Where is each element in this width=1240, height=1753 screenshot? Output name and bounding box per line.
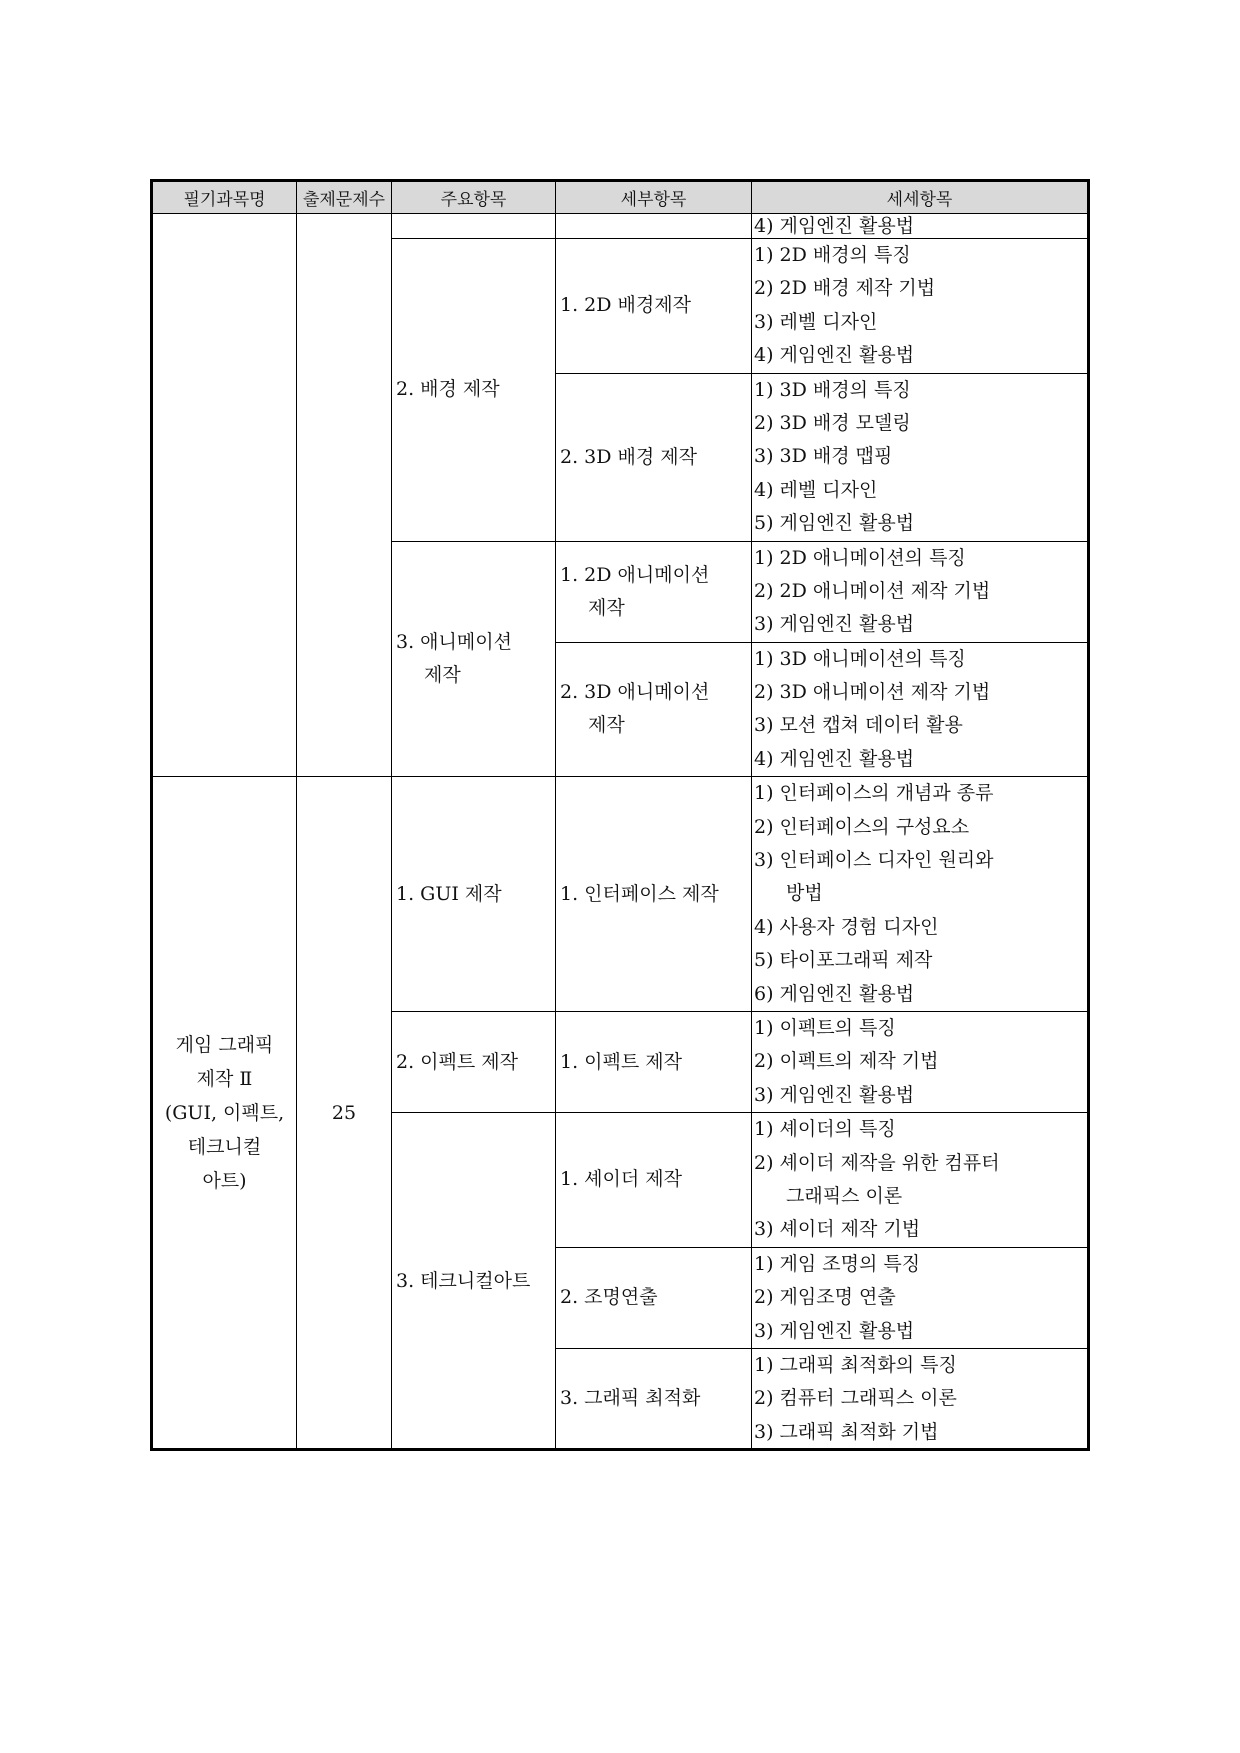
exam-subject-table [150, 179, 1090, 1451]
detail-line: 4) 사용자 경험 디자인 [754, 915, 939, 938]
detail-line: 3) 모션 캡쳐 데이터 활용 [754, 714, 963, 737]
subject-line: 아트) [202, 1169, 247, 1192]
detail-line: 5) 게임엔진 활용법 [754, 512, 915, 535]
detail-line: 4) 레벨 디자인 [754, 478, 878, 501]
table-row [152, 777, 1089, 1012]
detail-cell [752, 541, 1089, 642]
main-item-cell [392, 541, 556, 777]
sub-item-label: 1. 2D 배경제작 [560, 294, 691, 317]
header-question-count: 출제문제수 [297, 181, 392, 214]
detail-line: 2) 3D 배경 모델링 [754, 411, 911, 434]
subject-line: 테크니컬 [187, 1135, 262, 1158]
detail-line: 2) 3D 애니메이션 제작 기법 [754, 681, 991, 704]
subject-line: 게임 그래픽 [175, 1033, 274, 1056]
detail-line: 1) 인터페이스의 개념과 종류 [754, 782, 994, 805]
detail-line: 2) 게임조명 연출 [754, 1286, 896, 1309]
subject-line: 제작 Ⅱ [196, 1067, 253, 1090]
detail-line: 3) 게임엔진 활용법 [754, 613, 915, 636]
detail-cell [752, 214, 1089, 239]
sub-item-cell [556, 1011, 752, 1112]
detail-line: 1) 그래픽 최적화의 특징 [754, 1353, 957, 1376]
sub-item-cell [556, 541, 752, 642]
detail-line: 4) 게임엔진 활용법 [754, 344, 915, 367]
main-item-label-cont: 제작 [424, 663, 461, 686]
detail-line: 3) 인터페이스 디자인 원리와 [754, 849, 994, 872]
header-sub-item: 세부항목 [556, 181, 752, 214]
sub-item-cell [556, 1247, 752, 1348]
detail-line: 4) 게임엔진 활용법 [754, 747, 915, 770]
sub-item-label-cont: 제작 [588, 596, 625, 619]
detail-line: 3) 3D 배경 맵핑 [754, 445, 893, 468]
main-item-cell [392, 1113, 556, 1450]
main-item-label: 1. GUI 제작 [396, 882, 502, 905]
sub-item-cell [556, 1113, 752, 1248]
header-detail-item: 세세항목 [752, 181, 1089, 214]
detail-cell [752, 1348, 1089, 1449]
detail-cell [752, 1247, 1089, 1348]
sub-item-cell [556, 373, 752, 541]
sub-item-label: 1. 인터페이스 제작 [560, 882, 719, 905]
detail-cell [752, 1113, 1089, 1248]
sub-item-label: 2. 3D 배경 제작 [560, 445, 697, 468]
detail-line: 1) 셰이더의 특징 [754, 1118, 896, 1141]
detail-line: 3) 셰이더 제작 기법 [754, 1218, 921, 1241]
detail-cell [752, 642, 1089, 777]
main-item-cell [392, 239, 556, 542]
sub-item-label: 1. 2D 애니메이션 [560, 563, 710, 586]
detail-line: 1) 3D 애니메이션의 특징 [754, 647, 966, 670]
detail-line: 1) 2D 애니메이션의 특징 [754, 546, 966, 569]
detail-line: 5) 타이포그래픽 제작 [754, 949, 933, 972]
detail-line: 1) 게임 조명의 특징 [754, 1252, 921, 1275]
detail-line: 2) 인터페이스의 구성요소 [754, 815, 970, 838]
detail-line: 1) 2D 배경의 특징 [754, 244, 911, 266]
detail-line: 6) 게임엔진 활용법 [754, 982, 915, 1005]
main-item-cell [392, 1011, 556, 1112]
table-row [152, 214, 1089, 239]
header-subject: 필기과목명 [152, 181, 297, 214]
detail-line: 2) 이펙트의 제작 기법 [754, 1050, 939, 1073]
sub-item-label: 1. 이펙트 제작 [560, 1050, 682, 1073]
detail-line: 3) 그래픽 최적화 기법 [754, 1420, 939, 1443]
main-item-cell-continued [392, 214, 556, 239]
detail-line: 1) 이펙트의 특징 [754, 1016, 896, 1039]
detail-line: 2) 2D 배경 제작 기법 [754, 277, 936, 300]
sub-item-label-cont: 제작 [588, 714, 625, 737]
detail-line: 4) 게임엔진 활용법 [754, 215, 915, 237]
detail-line: 2) 2D 애니메이션 제작 기법 [754, 579, 991, 602]
detail-line: 3) 게임엔진 활용법 [754, 1083, 915, 1106]
main-item-cell [392, 777, 556, 1012]
detail-line: 3) 레벨 디자인 [754, 310, 878, 333]
subject-cell-continued [152, 214, 297, 777]
sub-item-cell [556, 239, 752, 374]
detail-line-cont: 그래픽스 이론 [786, 1184, 903, 1207]
question-count-cell [297, 777, 392, 1450]
sub-item-cell [556, 642, 752, 777]
question-count: 25 [331, 1101, 357, 1124]
detail-cell [752, 239, 1089, 374]
detail-line: 3) 게임엔진 활용법 [754, 1319, 915, 1342]
sub-item-label: 2. 3D 애니메이션 [560, 681, 710, 704]
detail-cell [752, 1011, 1089, 1112]
main-item-label: 3. 테크니컬아트 [396, 1269, 531, 1292]
sub-item-cell-continued [556, 214, 752, 239]
sub-item-cell [556, 777, 752, 1012]
sub-item-cell [556, 1348, 752, 1449]
main-item-label: 2. 배경 제작 [396, 378, 500, 401]
detail-line: 2) 셰이더 제작을 위한 컴퓨터 [754, 1151, 1000, 1174]
detail-line: 2) 컴퓨터 그래픽스 이론 [754, 1387, 957, 1410]
count-cell-continued [297, 214, 392, 777]
sub-item-label: 1. 셰이더 제작 [560, 1168, 682, 1191]
sub-item-label: 3. 그래픽 최적화 [560, 1387, 701, 1410]
subject-cell [152, 777, 297, 1450]
main-item-label: 2. 이펙트 제작 [396, 1050, 518, 1073]
detail-line-cont: 방법 [786, 882, 823, 905]
header-main-item: 주요항목 [392, 181, 556, 214]
detail-line: 1) 3D 배경의 특징 [754, 378, 911, 401]
main-item-label: 3. 애니메이션 [396, 630, 512, 653]
detail-cell [752, 777, 1089, 1012]
table-header-row [152, 181, 1089, 214]
subject-line: (GUI, 이펙트, [164, 1101, 285, 1124]
sub-item-label: 2. 조명연출 [560, 1286, 658, 1309]
detail-cell [752, 373, 1089, 541]
